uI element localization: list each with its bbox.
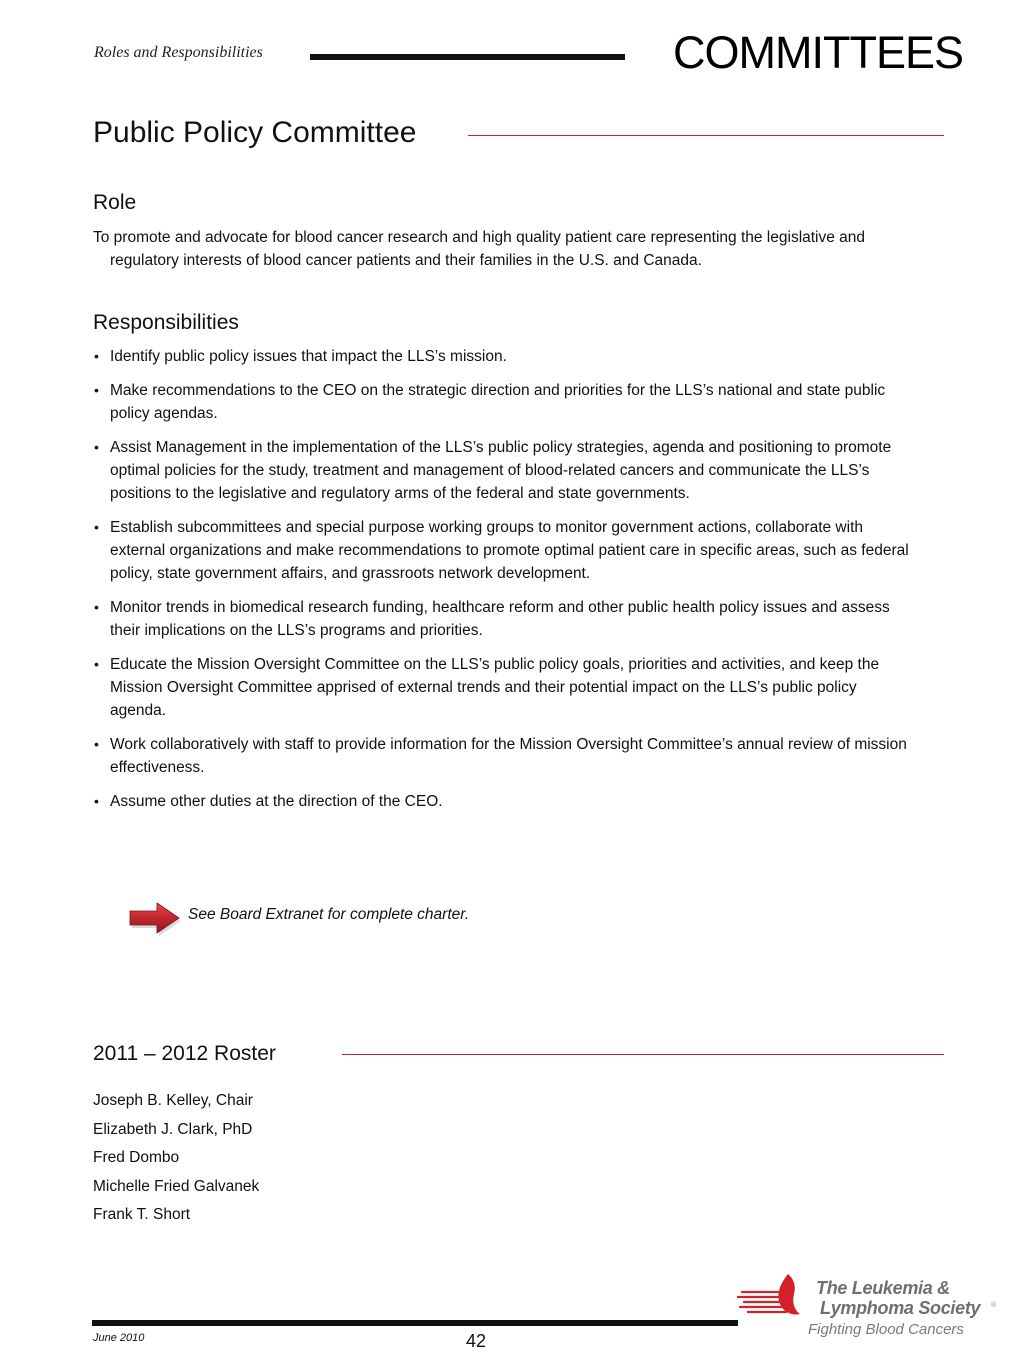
list-item: [93, 790, 913, 813]
section-label: Roles and Responsibilities: [94, 44, 263, 61]
roster-heading: 2011 – 2012 Roster: [93, 1042, 276, 1065]
charter-note: See Board Extranet for complete charter.: [188, 906, 470, 923]
bullet: •: [94, 439, 99, 455]
list-item: [93, 516, 913, 585]
logo-text-line2: Lymphoma Society: [820, 1298, 981, 1318]
roster-member: Frank T. Short: [93, 1206, 191, 1223]
responsibility-text: Identify public policy issues that impact the LLS’s mission.: [110, 348, 507, 365]
roster-member: Joseph B. Kelley, Chair: [93, 1092, 253, 1109]
roster-member: Fred Dombo: [93, 1149, 180, 1166]
header-rule: [310, 54, 625, 60]
list-item: [93, 345, 913, 368]
footer-date: June 2010: [93, 1332, 145, 1344]
responsibility-text: Educate the Mission Oversight Committee on the LLS’s public policy goals, priorities and activities, and keep the Mission Oversight Committee apprised of external trends and their potential impact on the LLS’s public policy agenda.: [110, 656, 880, 719]
bullet: •: [94, 736, 99, 752]
roster-member: Elizabeth J. Clark, PhD: [93, 1120, 253, 1138]
page-number: 42: [466, 1331, 487, 1351]
responsibility-text: Monitor trends in biomedical research funding, healthcare reform and other public health policy issues and assess their implications on the LLS’s programs and priorities.: [110, 599, 890, 639]
committee-title: Public Policy Committee: [93, 116, 417, 149]
list-item: [93, 653, 913, 722]
registered-mark: ®: [991, 1302, 997, 1309]
bullet: •: [94, 656, 99, 672]
responsibility-text: Assume other duties at the direction of the CEO.: [110, 793, 443, 810]
footer-rule: [92, 1320, 738, 1326]
right-arrow-icon: [127, 898, 183, 940]
roster-rule: [342, 1054, 944, 1055]
bullet: •: [94, 793, 99, 809]
logo-text-line1: The Leukemia &: [816, 1278, 950, 1298]
chapter-title: COMMITTEES: [673, 27, 963, 78]
bullet: •: [94, 519, 99, 535]
responsibility-text: Assist Management in the implementation of the LLS’s public policy strategies, agenda and positioning to promote optimal policies for the study, treatment and management of blood-related cancers and communicate the LLS’s positions to the legislative and regulatory arms of the federal and state governments.: [110, 439, 892, 502]
responsibility-text: Work collaboratively with staff to provide information for the Mission Oversight Committee’s annual review of mission effectiveness.: [110, 736, 907, 776]
logo-tagline: Fighting Blood Cancers: [808, 1321, 964, 1338]
responsibility-text: Make recommendations to the CEO on the strategic direction and priorities for the LLS’s national and state public policy agendas.: [110, 382, 886, 422]
bullet: •: [94, 348, 99, 364]
list-item: [93, 596, 913, 642]
bullet: •: [94, 599, 99, 615]
responsibility-text: Establish subcommittees and special purpose working groups to monitor government actions, collaborate with external organizations and make recommendations to promote optimal patient care in specific areas, such as federal policy, state government affairs, and grassroots network development.: [110, 519, 909, 582]
bullet: •: [94, 382, 99, 398]
role-heading: Role: [93, 191, 137, 214]
roster-list: [93, 1087, 259, 1230]
list-item: [93, 379, 913, 425]
list-item: [93, 733, 913, 779]
role-text: To promote and advocate for blood cancer research and high quality patient care representing the legislative and regulatory interests of blood cancer patients and their families in the U.S. and Canada.: [93, 229, 866, 269]
list-item: [93, 436, 913, 505]
title-rule: [468, 135, 944, 136]
responsibilities-heading: Responsibilities: [93, 311, 239, 334]
roster-member: Michelle Fried Galvanek: [93, 1177, 260, 1195]
lls-logo-icon: [736, 1270, 806, 1322]
responsibilities-list: [93, 345, 913, 824]
